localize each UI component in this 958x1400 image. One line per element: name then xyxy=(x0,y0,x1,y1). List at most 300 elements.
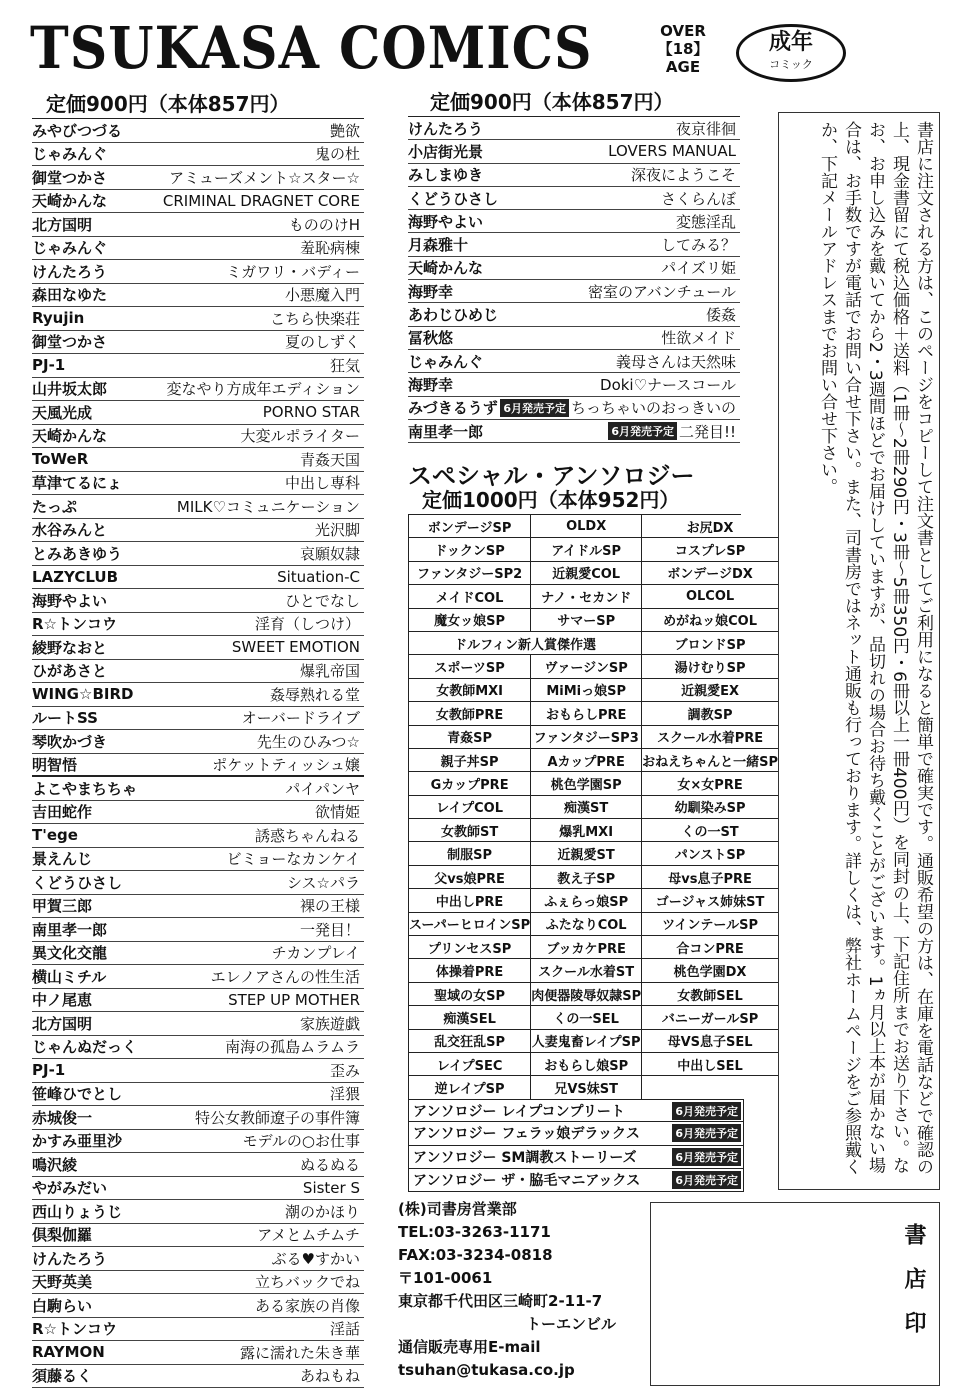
author-name: 小店街光景 xyxy=(408,142,484,161)
eighteen-text: 【18】 xyxy=(657,40,709,58)
anthology-cell: ゴージャス姉妹ST xyxy=(642,889,779,912)
anthology-cell: めがねッ娘COL xyxy=(642,609,779,632)
zip: 〒101-0061 xyxy=(398,1269,493,1287)
list-item xyxy=(32,331,364,355)
book-title: ぬるぬる xyxy=(299,1155,360,1174)
book-title: ぶる♥すかい xyxy=(271,1249,360,1268)
list-item xyxy=(408,327,740,350)
anthology-cell: ボンデージDX xyxy=(642,562,779,585)
list-item xyxy=(32,190,364,214)
anthology-cell: ブッカケPRE xyxy=(531,936,642,959)
author-name: けんたろう xyxy=(408,119,484,138)
author-name: 冨秋悠 xyxy=(408,329,454,348)
email-label: 通信販売専用E-mail xyxy=(398,1338,541,1356)
anthology-cell: お尻DX xyxy=(642,515,779,538)
author-name: 天崎かんな xyxy=(32,192,108,211)
anthology-list xyxy=(408,1099,744,1192)
book-title: あねもね xyxy=(299,1367,360,1386)
anthology-cell: レイプSEC xyxy=(409,1053,531,1076)
book-title: 淫育（しつけ） xyxy=(254,615,360,634)
contact-block xyxy=(398,1198,616,1382)
adult-comic-badge xyxy=(736,24,846,82)
book-title: PORNO STAR xyxy=(262,403,360,422)
anthology-cell: OLDX xyxy=(531,515,642,538)
list-item xyxy=(32,472,364,496)
release-badge: 6月発売予定 xyxy=(672,1102,741,1120)
title-group xyxy=(588,281,740,302)
book-title: SWEET EMOTION xyxy=(231,638,360,657)
mid-price: 定価900円（本体857円） xyxy=(430,90,674,114)
author-name: じゃみんぐ xyxy=(32,239,108,258)
anthology-cell: ふたなりCOL xyxy=(531,913,642,936)
author-name: 中ノ尾恵 xyxy=(32,991,93,1010)
list-item xyxy=(32,1341,364,1365)
building: トーエンビル xyxy=(526,1315,617,1333)
book-title: 欲情姫 xyxy=(314,803,360,822)
anthology-label: アンソロジー SM調教ストーリーズ xyxy=(413,1149,637,1166)
anthology-cell: 教え子SP xyxy=(531,866,642,889)
author-name: 御堂つかさ xyxy=(32,333,108,352)
anthology-cell: ドルフィン新人賞傑作選 xyxy=(409,632,642,655)
book-title: Situation-C xyxy=(277,567,360,586)
anthology-cell: バニーガールSP xyxy=(642,1006,779,1029)
list-item xyxy=(32,613,364,637)
book-title: シス☆パラ xyxy=(287,873,360,892)
list-item xyxy=(32,1365,364,1389)
title-group xyxy=(661,234,740,255)
anthology-cell: 女教師SEL xyxy=(642,983,779,1006)
anthology-label: アンソロジー ザ・脇毛マニアックス xyxy=(413,1173,641,1190)
author-name: 草津てるにょ xyxy=(32,474,122,493)
anthology-row xyxy=(408,1122,744,1145)
list-item xyxy=(32,1318,364,1342)
title-group xyxy=(706,304,740,325)
book-title: 青姦天国 xyxy=(299,450,360,469)
author-name: T'ege xyxy=(32,826,78,845)
book-title: 義母さんは天然味 xyxy=(615,352,736,371)
anthology-cell: 近親愛EX xyxy=(642,679,779,702)
adult-badge-main: 成年 xyxy=(768,30,813,55)
author-name: 明智悟 xyxy=(32,755,78,774)
book-title: 鬼の杜 xyxy=(314,145,360,164)
anthology-row xyxy=(408,1099,744,1122)
author-name: 須藤るく xyxy=(32,1367,93,1386)
list-item xyxy=(32,1153,364,1177)
title-group xyxy=(661,327,740,348)
anthology-cell: パンストSP xyxy=(642,842,779,865)
anthology-cell: おねえちゃんと一緒SP xyxy=(642,749,779,772)
book-title: Sister S xyxy=(302,1178,360,1197)
anthology-cell: 体操着PRE xyxy=(409,959,531,982)
author-name: 天崎かんな xyxy=(32,427,108,446)
anthology-cell: GカップPRE xyxy=(409,772,531,795)
anthology-cell: AカップPRE xyxy=(531,749,642,772)
author-name: 天崎かんな xyxy=(408,259,484,278)
author-name: 琴吹かづき xyxy=(32,732,108,751)
list-item xyxy=(32,425,364,449)
author-name: 水谷みんと xyxy=(32,521,108,540)
list-item xyxy=(32,824,364,848)
author-name: 鳴沢綾 xyxy=(32,1155,78,1174)
author-name: Ryujin xyxy=(32,309,85,328)
author-name: やがみだい xyxy=(32,1179,108,1198)
title-group xyxy=(608,142,740,160)
book-title: 変態淫乱 xyxy=(675,212,736,231)
book-title: STEP UP MOTHER xyxy=(228,990,360,1009)
author-name: LAZYCLUB xyxy=(32,567,119,586)
list-item xyxy=(32,1247,364,1271)
author-name: ルートSS xyxy=(32,709,98,728)
list-item xyxy=(32,1271,364,1295)
anthology-cell: 調教SP xyxy=(642,702,779,725)
book-title: ビミョーなカンケイ xyxy=(226,850,360,869)
list-item xyxy=(32,707,364,731)
list-item xyxy=(32,801,364,825)
anthology-cell: 女×女PRE xyxy=(642,772,779,795)
book-title: 淫猥 xyxy=(329,1085,360,1104)
anthology-row xyxy=(408,1146,744,1169)
author-name: 月森雅十 xyxy=(408,236,469,255)
list-item xyxy=(408,397,740,420)
book-title: 誘惑ちゃんねる xyxy=(254,826,360,845)
list-item xyxy=(32,636,364,660)
book-title: 歪み xyxy=(329,1061,360,1080)
book-title: CRIMINAL DRAGNET CORE xyxy=(162,191,360,210)
anthology-cell: ツインテールSP xyxy=(642,913,779,936)
list-item xyxy=(32,1012,364,1036)
brand-title: TSUKASA COMICS xyxy=(30,14,593,83)
list-item xyxy=(32,730,364,754)
anthology-cell: レイプCOL xyxy=(409,796,531,819)
list-item xyxy=(32,143,364,167)
book-title: 淫話 xyxy=(329,1320,360,1339)
list-item xyxy=(32,942,364,966)
list-item xyxy=(32,918,364,942)
book-title: パイパンヤ xyxy=(285,779,360,798)
book-title: 倭姦 xyxy=(705,306,736,325)
book-title: モデルの○お仕事 xyxy=(242,1132,360,1151)
anthology-cell: スクール水着ST xyxy=(531,959,642,982)
special-anthology-grid xyxy=(408,514,779,1100)
author-name: 白駒らい xyxy=(32,1296,93,1315)
list-item xyxy=(408,140,740,163)
author-name: あわじひめじ xyxy=(408,306,499,325)
author-name: たっぷ xyxy=(32,497,78,516)
author-name: ひがあさと xyxy=(32,662,108,681)
list-item xyxy=(32,1059,364,1083)
anthology-cell: 肉便器陵辱奴隷SP xyxy=(531,983,642,1006)
anthology-cell: 父vs娘PRE xyxy=(409,866,531,889)
anthology-cell: 中出しSEL xyxy=(642,1053,779,1076)
book-title: 立ちバックでね xyxy=(254,1273,360,1292)
anthology-cell: アイドルSP xyxy=(531,538,642,561)
book-title: してみる？ xyxy=(660,236,736,255)
author-name: くどうひさし xyxy=(408,189,499,208)
book-title: 先生のひみつ☆ xyxy=(256,732,360,751)
list-item xyxy=(408,280,740,303)
anthology-cell: スポーツSP xyxy=(409,655,531,678)
list-item xyxy=(32,448,364,472)
author-name: 天野英美 xyxy=(32,1273,93,1292)
author-name: かすみ亜里沙 xyxy=(32,1132,123,1151)
list-item xyxy=(32,1036,364,1060)
anthology-cell: ボンデージSP xyxy=(409,515,531,538)
anthology-cell: 近親愛COL xyxy=(531,562,642,585)
author-name: 海野幸 xyxy=(408,375,454,394)
order-instructions: 書店に注文される方は、このページをコピーして注文書としてご利用になると簡単で確実です。通販希望の方は、在庫を電話などで確認の上、現金書留にて税込価格＋送料（1冊〜2冊290円・3冊〜5冊350円・6冊以上一冊400円）を同封の上、下記住所までお送り下さい。なお、お申し込みを戴いてから2・3週間ほどでお届けしていますが、品切れの場合お待ち戴くことがございます。1ヵ月以上本が届かない場合は、お手数ですが電話でお問い合せ下さい。また、司書房ではネット通販も行っております。詳しくは、弊社ホームページをご参照戴くか、下記メールアドレスまでお問い合せ下さい。 xyxy=(778,112,940,1190)
anthology-cell: おもらし娘SP xyxy=(531,1053,642,1076)
bookstore-stamp-box xyxy=(650,1202,940,1386)
list-item xyxy=(32,166,364,190)
book-title: ある家族の肖像 xyxy=(254,1296,360,1315)
book-title: 密室のアバンチュール xyxy=(587,282,736,301)
book-title: 深夜にようこそ xyxy=(630,166,736,185)
list-item xyxy=(32,1106,364,1130)
title-group xyxy=(676,211,740,232)
author-name: ToWeR xyxy=(32,450,89,469)
author-name: PJ-1 xyxy=(32,356,66,375)
title-group xyxy=(608,421,740,442)
author-name: 横山ミチル xyxy=(32,967,107,986)
list-item xyxy=(32,542,364,566)
left-catalog-list xyxy=(32,118,364,1388)
anthology-cell: 中出しPRE xyxy=(409,889,531,912)
list-item xyxy=(32,284,364,308)
book-title: 光沢脚 xyxy=(314,521,360,540)
list-item xyxy=(408,233,740,256)
anthology-cell: 青姦SP xyxy=(409,726,531,749)
author-name: 海野やよい xyxy=(408,212,484,231)
anthology-cell: 女教師ST xyxy=(409,819,531,842)
list-item xyxy=(408,303,740,326)
anthology-cell: ブロンドSP xyxy=(642,632,779,655)
author-name: 南里孝一郎 xyxy=(32,920,108,939)
list-item xyxy=(32,848,364,872)
special-anthology-title: スペシャル・アンソロジー xyxy=(408,462,695,490)
author-name: 森田なゆた xyxy=(32,286,108,305)
list-item xyxy=(32,519,364,543)
special-anthology-price: 定価1000円（本体952円） xyxy=(422,488,680,512)
title-group xyxy=(661,188,740,209)
list-item xyxy=(32,237,364,261)
title-group xyxy=(676,118,740,139)
release-badge: 6月発売予定 xyxy=(500,399,569,417)
anthology-cell: メイドCOL xyxy=(409,585,531,608)
author-name: 甲賀三郎 xyxy=(32,897,93,916)
book-title: さくらんぼ xyxy=(660,189,736,208)
adult-badge-sub: コミック xyxy=(769,58,813,71)
book-title: 羞恥病棟 xyxy=(299,239,360,258)
list-item xyxy=(32,1177,364,1201)
author-name: みしまゆき xyxy=(408,166,484,185)
anthology-cell: 逆レイプSP xyxy=(409,1076,531,1099)
anthology-cell: ヴァージンSP xyxy=(531,655,642,678)
release-badge: 6月発売予定 xyxy=(672,1148,741,1166)
title-group xyxy=(600,374,740,395)
author-name: PJ-1 xyxy=(32,1061,66,1080)
book-title: 一発目！ xyxy=(299,920,360,939)
book-title: アミューズメント☆スター☆ xyxy=(169,168,360,187)
anthology-cell: ファンタジーSP2 xyxy=(409,562,531,585)
book-title: ミガワリ・バディー xyxy=(226,262,360,281)
author-name: 笹峰ひでとし xyxy=(32,1085,123,1104)
age-text: AGE xyxy=(665,58,701,76)
mid-catalog-list xyxy=(408,116,740,443)
anthology-cell: 女教師MXI xyxy=(409,679,531,702)
company-name: (株)司書房営業部 xyxy=(398,1200,517,1218)
author-name: けんたろう xyxy=(32,262,108,281)
author-name: R☆トンコウ xyxy=(32,1320,117,1339)
book-title: 性欲メイド xyxy=(661,329,736,348)
book-title: 大変ルポライター xyxy=(240,427,360,446)
author-name: 北方国明 xyxy=(32,215,93,234)
anthology-cell: スクール水着PRE xyxy=(642,726,779,749)
book-title: アメとムチムチ xyxy=(257,1226,360,1245)
book-title: 露に濡れた朱き華 xyxy=(239,1343,360,1362)
list-item xyxy=(32,260,364,284)
anthology-cell: 痴漢ST xyxy=(531,796,642,819)
anthology-cell: スーパーヒロインSP xyxy=(409,913,531,936)
book-title: 裸の王様 xyxy=(299,897,360,916)
over-text: OVER xyxy=(660,22,706,40)
book-title: ひとでなし xyxy=(284,591,360,610)
list-item xyxy=(408,210,740,233)
book-title: 爆乳帝国 xyxy=(299,662,360,681)
anthology-cell: 近親愛ST xyxy=(531,842,642,865)
anthology-cell: 親子丼SP xyxy=(409,749,531,772)
release-badge: 6月発売予定 xyxy=(672,1124,741,1142)
anthology-cell: ふぇらっ娘SP xyxy=(531,889,642,912)
author-name: とみあきゆう xyxy=(32,544,123,563)
list-item xyxy=(32,213,364,237)
anthology-cell: 人妻鬼畜レイプSP xyxy=(531,1030,642,1053)
list-item xyxy=(32,566,364,590)
anthology-cell: おもらしPRE xyxy=(531,702,642,725)
anthology-cell: 合コンPRE xyxy=(642,936,779,959)
title-group xyxy=(500,397,740,418)
book-title: 哀願奴隷 xyxy=(299,544,360,563)
author-name: 西山りょうじ xyxy=(32,1202,123,1221)
anthology-cell: 女教師PRE xyxy=(409,702,531,725)
book-title: 中出し専科 xyxy=(284,474,360,493)
list-item xyxy=(408,350,740,373)
author-name: じゃみんぐ xyxy=(408,352,484,371)
book-title: 夜京徘徊 xyxy=(675,119,736,138)
book-title: ちっちゃいのおっきいの xyxy=(570,399,736,418)
anthology-cell: 母vs息子PRE xyxy=(642,866,779,889)
book-title: Doki♡ナースコール xyxy=(600,375,736,394)
list-item xyxy=(32,660,364,684)
left-price: 定価900円（本体857円） xyxy=(46,92,290,116)
over-18-mark xyxy=(640,22,726,76)
book-title: 狂気 xyxy=(329,356,360,375)
list-item xyxy=(32,401,364,425)
author-name: R☆トンコウ xyxy=(32,615,117,634)
anthology-cell: 湯けむりSP xyxy=(642,655,779,678)
fax: FAX:03-3234-0818 xyxy=(398,1246,553,1264)
anthology-cell: 幼馴染みSP xyxy=(642,796,779,819)
author-name: 赤城俊一 xyxy=(32,1108,93,1127)
list-item xyxy=(32,989,364,1013)
book-title: オーバードライブ xyxy=(241,709,360,728)
anthology-cell: サマーSP xyxy=(531,609,642,632)
list-item xyxy=(32,378,364,402)
book-title: 小悪魔入門 xyxy=(284,286,360,305)
list-item xyxy=(32,1130,364,1154)
book-title: MILK♡コミュニケーション xyxy=(176,497,360,516)
anthology-cell: くの一SEL xyxy=(531,1006,642,1029)
author-name: みづきるうず xyxy=(408,399,498,418)
author-name: 吉田蛇作 xyxy=(32,803,93,822)
book-title: 南海の孤島ムラムラ xyxy=(225,1038,360,1057)
anthology-cell: OLCOL xyxy=(642,585,779,608)
book-title: 潮のかほり xyxy=(284,1202,360,1221)
stamp-label: 書店印 xyxy=(901,1223,926,1355)
list-item xyxy=(32,589,364,613)
book-title: 家族遊戯 xyxy=(299,1014,360,1033)
address: 東京都千代田区三崎町2-11-7 xyxy=(398,1292,603,1310)
anthology-cell: 桃色学園DX xyxy=(642,959,779,982)
book-title: 変なやり方成年エディション xyxy=(166,380,360,399)
list-item xyxy=(32,754,364,778)
author-name: 海野幸 xyxy=(408,282,454,301)
author-name: みやびつづる xyxy=(32,121,123,140)
list-item xyxy=(408,257,740,280)
author-name: 御堂つかさ xyxy=(32,168,108,187)
anthology-cell: 兄VS妹ST xyxy=(531,1076,642,1099)
author-name: 山井坂太郎 xyxy=(32,380,108,399)
book-title: もののけH xyxy=(288,215,360,234)
book-title: 二発目!! xyxy=(678,422,736,441)
book-title: 特公女教師遼子の事件簿 xyxy=(194,1108,360,1127)
tel: TEL:03-3263-1171 xyxy=(398,1223,551,1241)
list-item xyxy=(32,895,364,919)
anthology-cell: 痴漢SEL xyxy=(409,1006,531,1029)
author-name: 北方国明 xyxy=(32,1014,93,1033)
list-item xyxy=(408,420,740,443)
anthology-cell: 聖域の女SP xyxy=(409,983,531,1006)
anthology-cell: 母VS息子SEL xyxy=(642,1030,779,1053)
book-title: エレノアさんの性生活 xyxy=(210,967,360,986)
book-title: パイズリ姫 xyxy=(661,259,736,278)
book-title: ポケットティッシュ嬢 xyxy=(212,755,360,774)
book-title: こちら快楽荘 xyxy=(269,309,360,328)
list-item xyxy=(32,1200,364,1224)
list-item xyxy=(32,683,364,707)
list-item xyxy=(32,871,364,895)
anthology-label: アンソロジー レイプコンプリート xyxy=(413,1103,625,1120)
list-item xyxy=(32,307,364,331)
book-title: LOVERS MANUAL xyxy=(608,142,736,161)
list-item xyxy=(32,354,364,378)
list-item xyxy=(408,117,740,140)
book-title: チカンプレイ xyxy=(271,944,360,963)
list-item xyxy=(32,495,364,519)
list-item xyxy=(32,1224,364,1248)
list-item xyxy=(32,965,364,989)
author-name: 海野やよい xyxy=(32,591,108,610)
anthology-cell: 制服SP xyxy=(409,842,531,865)
author-name: じゃんぬだっく xyxy=(32,1038,138,1057)
anthology-cell: ナノ・セカンド xyxy=(531,585,642,608)
release-badge: 6月発売予定 xyxy=(672,1171,741,1189)
author-name: くどうひさし xyxy=(32,873,123,892)
author-name: よこやまちちゃ xyxy=(32,779,138,798)
author-name: 景えんじ xyxy=(32,850,93,869)
author-name: 綾野なおと xyxy=(32,638,108,657)
list-item xyxy=(32,777,364,801)
list-item xyxy=(32,119,364,143)
